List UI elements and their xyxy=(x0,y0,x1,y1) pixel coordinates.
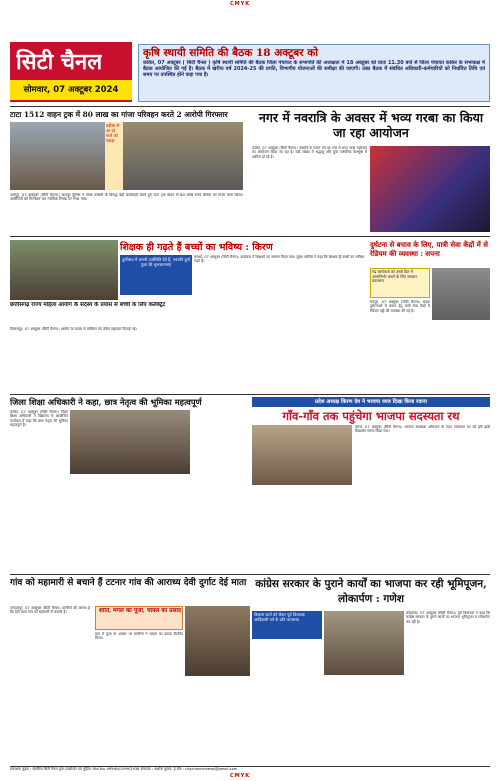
divider xyxy=(10,574,490,575)
masthead xyxy=(10,42,132,102)
footer: प्रकाशक मुद्रक : स्वामित्व सिटी चैनल द्वारा प्रकाशित एवं मुद्रित। RNI No. MPHIN/1999/2938 संपादक : अशोक कुमार, ई-मेल : citychannelnews@gmail.com xyxy=(10,766,490,772)
story10-headline: कांग्रेस सरकार के पुराने कार्यों का भाजपा कर रही भूमिपूजन, लोकार्पण : गणेश xyxy=(255,578,487,605)
story1-photo xyxy=(10,122,105,190)
story8-headline: गांव को महामारी से बचाने हैं टटनार गांव की आराध्य देवी दुर्गाट देई माता xyxy=(10,578,247,588)
divider xyxy=(10,394,490,395)
lead-headline: कृषि स्थायी समिति की बैठक 18 अक्टूबर को xyxy=(143,47,319,59)
story6-photo xyxy=(70,410,190,474)
story4-body: रायपुर, 07 अक्टूबर (सिटी चैनल)। सड़क दुर्घटनाओं से बचाव हेतु यात्री सेवा केंद्रों में रेडियम पट्टी की व्यवस्था की गई है। xyxy=(370,300,430,313)
divider xyxy=(10,106,490,107)
story6-body: कांकेर, 07 अक्टूबर (सिटी चैनल)। जिला शिक्षा अधिकारी ने विद्यालय में आयोजित कार्यक्रम में कहा कि छात्र नेतृत्व की भूमिका महत्वपूर्ण है। xyxy=(10,410,68,427)
story5-headline: छत्तीसगढ़ राज्य महिला आयोग के सदस्य के प्रयास से बच्ची के लिए कलेक्ट्रेट xyxy=(10,302,166,308)
story5-body: बिलासपुर, 07 अक्टूबर (सिटी चैनल)। आयोग के प्रयास से बालिका को उचित सहायता दिलाई गई। xyxy=(10,327,137,331)
story9-photo xyxy=(185,606,250,676)
divider xyxy=(10,236,490,237)
lead-body: कांकेर, 07 अक्टूबर ( सिटी चैनल ) कृषि स्थायी समिति की बैठक जिला पंचायत के सभापति की अध्यक्षता में 18 अक्टूबर को प्रातः 11.30 बजे से जिला पंचायत कांकेर के सभाकक्ष में बैठक आयोजित की गई है। बैठक में खरीफ वर्ष 2024-25 की प्रगति, विभागीय योजनाओं की समीक्षा की जाएगी। उक्त बैठक में संबंधित अधिकारी-कर्मचारियों को निर्धारित तिथि एवं समय पर उपस्थित होने कहा गया है। xyxy=(143,60,485,79)
story6-headline: जिला शिक्षा अधिकारी ने कहा, छात्र नेतृत्व की भूमिका महत्वपूर्ण xyxy=(10,397,202,407)
story4-photo xyxy=(432,268,490,320)
story9-box xyxy=(95,606,183,630)
story4-sub: गढ़ कार्यकर्ता को उनके हित में आत्मनिर्भर बनाने के लिए सरकार प्रयासरत xyxy=(370,268,430,298)
story8-body: जगदलपुर, 07 अक्टूबर (सिटी चैनल)। ग्रामीणों की आस्था है कि देवी माता गांव को महामारी से बचाती हैं। xyxy=(10,606,90,615)
cmyk-mark-bottom: CMYK xyxy=(230,773,251,779)
story2-body: कांकेर, 07 अक्टूबर (सिटी चैनल)। नवरात्रि के पावन पर्व पर नगर में भव्य गरबा महोत्सव का आयोजन किया जा रहा है। बड़ी संख्या में श्रद्धालु और युवा पारंपरिक वेशभूषा में शामिल हो रहे हैं। xyxy=(252,146,367,159)
story2-photo xyxy=(370,146,490,232)
story10-sub: विकास कार्य को लेकर पूर्व विधायक आदिवासी वर्ग के प्रति जागरूक xyxy=(252,611,322,639)
story7-headline: गाँव-गाँव तक पहुंचेगा भाजपा सदस्यता रथ xyxy=(282,409,460,423)
story4-headline: दुर्घटना से बचाव के लिए, यात्री सेवा केंद्रों में से रेडियम की व्यवस्था : सपना xyxy=(370,240,488,258)
story7-photo xyxy=(252,425,352,485)
masthead-title: सिटी चैनल xyxy=(16,49,103,75)
story1-photo-2 xyxy=(123,122,243,190)
story9-body: ग्राम में पूजा के अवसर पर ग्रामीणों ने चावल का प्रसाद वितरित किया। xyxy=(95,632,183,641)
story10-body: कोंडागांव, 07 अक्टूबर (सिटी चैनल)। पूर्व विधायक ने कहा कि कांग्रेस सरकार के पुराने कार्यों का भाजपा भूमिपूजन व लोकार्पण कर रही है। xyxy=(406,611,490,624)
lead-box xyxy=(138,44,490,102)
story9-headline: शांति, मंगल को पूजा, चावल का प्रसाद xyxy=(98,608,182,614)
story7-body: बस्तर, 07 अक्टूबर (सिटी चैनल)। भाजपा सदस्यता अभियान के तहत सदस्यता रथ को हरी झंडी दिखाकर रवाना किया गया। xyxy=(355,425,490,434)
story3-photo xyxy=(10,240,118,300)
masthead-date: सोमवार, 07 अक्टूबर 2024 xyxy=(10,80,132,100)
story3-body: कवर्धा, 07 अक्टूबर (सिटी चैनल)। कार्यक्रम में शिक्षकों का सम्मान किया गया। मुख्य अतिथि ने कहा कि शिक्षक ही बच्चों का भविष्य गढ़ते हैं। xyxy=(194,255,364,264)
story2-headline: नगर में नवरात्रि के अवसर में भव्य गरबा का किया जा रहा आयोजन xyxy=(258,110,484,140)
story3-sub: दुर्गोत्सव में अपनी उपस्थिति देते हैं, नवरात्रि दुर्गा पूजा की शुभकामनाएं xyxy=(120,255,192,295)
story10-photo xyxy=(324,611,404,675)
story1-sidebar: उड़ीसा से आ रहे गांजे को पकड़ा xyxy=(105,122,123,190)
story1-headline: टाटा 1512 वाहन ट्रक में 80 लाख का गांजा परिवहन करते 2 आरोपी गिरफ्तार xyxy=(10,110,228,119)
story1-body: जशपुर, 07 अक्टूबर (सिटी चैनल)। जशपुर पुलिस ने गांजा तस्करी के विरुद्ध बड़ी कार्यवाही करते हुए टाटा ट्रक वाहन से 80 लाख रुपये कीमत का गांजा जब्त किया। आरोपियों को गिरफ्तार कर न्यायिक रिमांड पर भेजा गया। xyxy=(10,193,243,202)
story7-banner: प्रदेश अध्यक्ष किरण देव ने भाजपा ध्वज दिखा किया रवाना xyxy=(252,397,490,407)
cmyk-mark-top: CMYK xyxy=(230,1,251,7)
story3-headline: शिक्षक ही गढ़ते हैं बच्चों का भविष्य : किरण xyxy=(120,242,273,253)
